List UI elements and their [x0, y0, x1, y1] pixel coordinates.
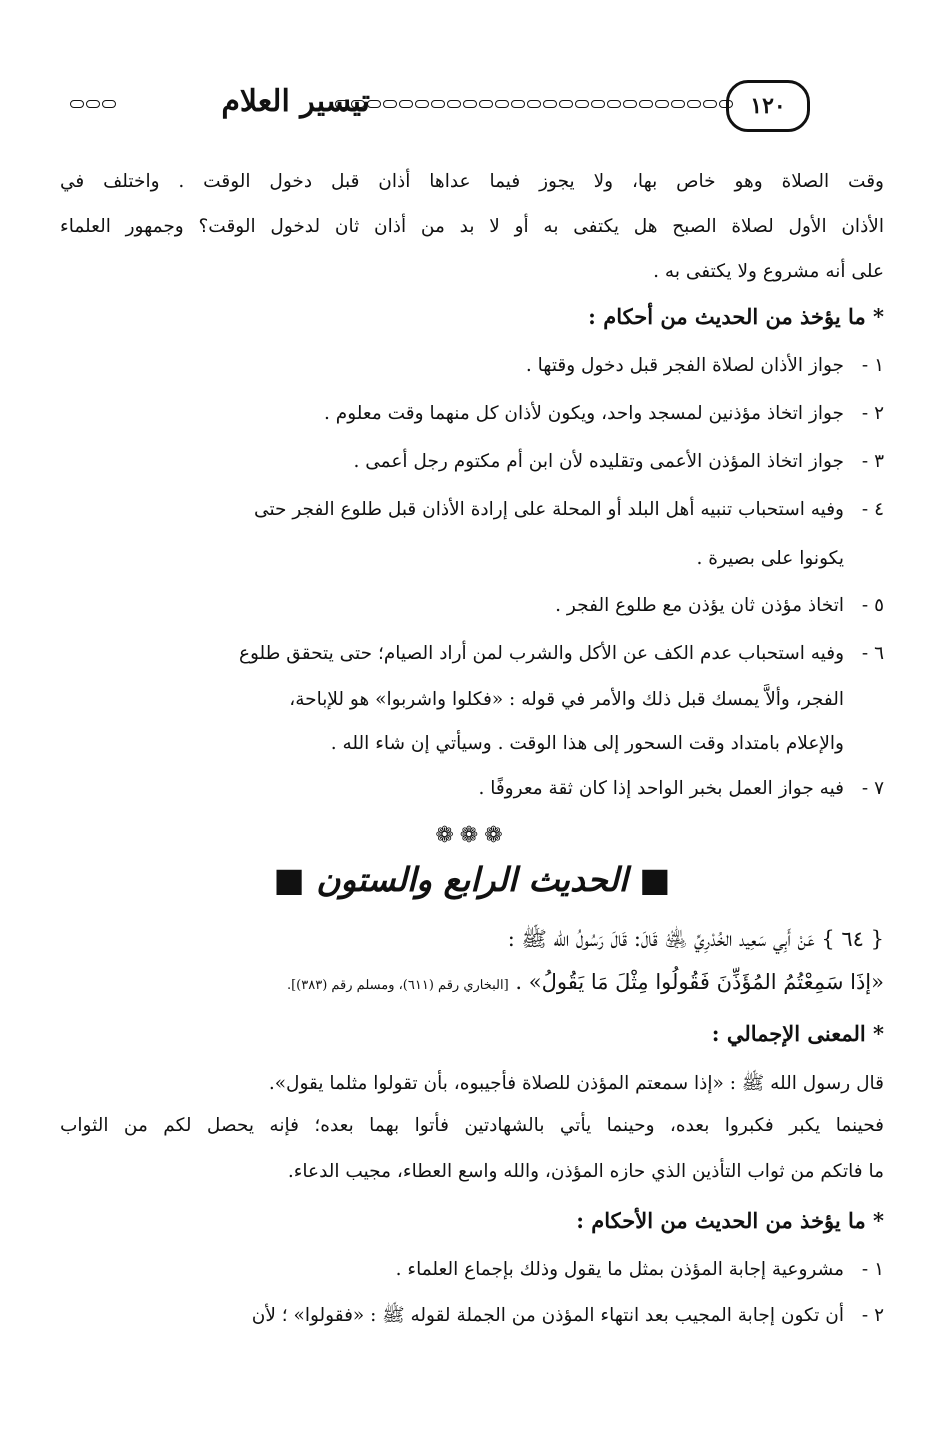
- hadith-text: «إذَا سَمِعْتُمُ المُؤَذِّنَ فَقُولُوا مِثْلَ مَا يَقُولُ» .: [515, 970, 884, 994]
- decorative-chain-right: [70, 100, 130, 110]
- ruling-continuation: الفجر، وألاَّ يمسك قبل ذلك والأمر في قوله : «فكلوا واشربوا» هو للإباحة،: [289, 689, 844, 710]
- ruling-number: ٧ -: [861, 778, 884, 799]
- page-header: [70, 78, 890, 142]
- ruling-text: وفيه استحباب عدم الكف عن الأكل والشرب لمن أراد الصيام؛ حتى يتحقق طلوع: [238, 643, 844, 664]
- ruling-text: فيه جواز العمل بخبر الواحد إذا كان ثقة معروفًا .: [478, 778, 844, 799]
- ruling-text: اتخاذ مؤذن ثان يؤذن مع طلوع الفجر .: [555, 595, 844, 616]
- ruling-item: [60, 448, 884, 476]
- ruling-number: ١ -: [861, 1259, 884, 1280]
- ruling-item: [60, 775, 884, 803]
- paragraph-line: الأذان الأول لصلاة الصبح هل يكتفى به أو لا بد من أذان ثان لدخول الوقت؟ وجمهور العلماء: [60, 216, 884, 237]
- page-number: ١٢٠: [726, 80, 810, 132]
- ruling-number: ٤ -: [861, 499, 884, 520]
- flower-separator: ❁❁❁: [435, 823, 509, 848]
- book-title: تيسير العلام: [221, 84, 370, 119]
- paragraph-line: على أنه مشروع ولا يكتفى به .: [653, 261, 884, 282]
- ruling-text: وفيه استحباب تنبيه أهل البلد أو المحلة على إرادة الأذان قبل طلوع الفجر حتى: [254, 499, 844, 520]
- section-heading: * ما يؤخذ من الحديث من أحكام :: [588, 304, 884, 329]
- ruling-number: ٣ -: [861, 451, 884, 472]
- ruling-text: مشروعية إجابة المؤذن بمثل ما يقول وذلك بإجماع العلماء .: [395, 1259, 844, 1280]
- ruling-number: ٥ -: [861, 595, 884, 616]
- ruling-text: جواز الأذان لصلاة الفجر قبل دخول وقتها .: [525, 355, 844, 376]
- ruling-number: ٢ -: [861, 1305, 884, 1326]
- decorative-chain-left: [335, 100, 775, 110]
- ruling-item: [60, 640, 884, 668]
- paragraph-line: وقت الصلاة وهو خاص بها، ولا يجوز فيما عداها أذان قبل دخول الوقت . واختلف في: [60, 171, 884, 192]
- ruling-continuation: يكونوا على بصيرة .: [696, 548, 844, 569]
- ruling-number: ٢ -: [861, 403, 884, 424]
- ruling-number: ١ -: [861, 355, 884, 376]
- ruling-item: [60, 400, 884, 428]
- ruling-continuation: والإعلام بامتداد وقت السحور إلى هذا الوقت . وسيأتي إن شاء الله .: [330, 733, 844, 754]
- ruling-number: ٦ -: [861, 643, 884, 664]
- ruling-item: [60, 592, 884, 620]
- ruling-text: جواز اتخاذ مؤذنين لمسجد واحد، ويكون لأذان كل منهما وقت معلوم .: [324, 403, 844, 424]
- ruling-item: [60, 1256, 884, 1284]
- section-heading: * المعنى الإجمالي :: [711, 1021, 884, 1046]
- hadith-source: [البخاري رقم (٦١١)، ومسلم رقم (٣٨٣)].: [286, 978, 509, 993]
- hadith-line: { ٦٤ } عَنْ أَبِي سَعِيد الخُدْرِيِّ ﵁ قَالَ: قَالَ رَسُولُ الله ﷺ :: [507, 927, 884, 951]
- paragraph-line: قال رسول الله ﷺ : «إذا سمعتم المؤذن للصلاة فأجيبوه، بأن تقولوا مثلما يقول».: [268, 1073, 884, 1094]
- ruling-text: جواز اتخاذ المؤذن الأعمى وتقليده لأن ابن أم مكتوم رجل أعمى .: [353, 451, 844, 472]
- paragraph-line: ما فاتكم من ثواب التأذين الذي حازه المؤذن، والله واسع العطاء، مجيب الدعاء.: [287, 1161, 884, 1182]
- ruling-item: [60, 352, 884, 380]
- ruling-item: [60, 496, 884, 524]
- paragraph-line: فحينما يكبر فكبروا بعده، وحينما يأتي بالشهادتين فأتوا بهما بعده؛ فإنه يحصل لكم من الثواب: [60, 1115, 884, 1136]
- hadith-line: [60, 968, 884, 1000]
- hadith-title: ■ الحديث الرابع والستون ■: [273, 860, 671, 899]
- section-heading: * ما يؤخذ من الحديث من الأحكام :: [576, 1208, 884, 1233]
- ruling-text: أن تكون إجابة المجيب بعد انتهاء المؤذن من الجملة لقوله ﷺ : «فقولوا» ؛ لأن: [251, 1305, 844, 1326]
- ruling-item: [60, 1302, 884, 1330]
